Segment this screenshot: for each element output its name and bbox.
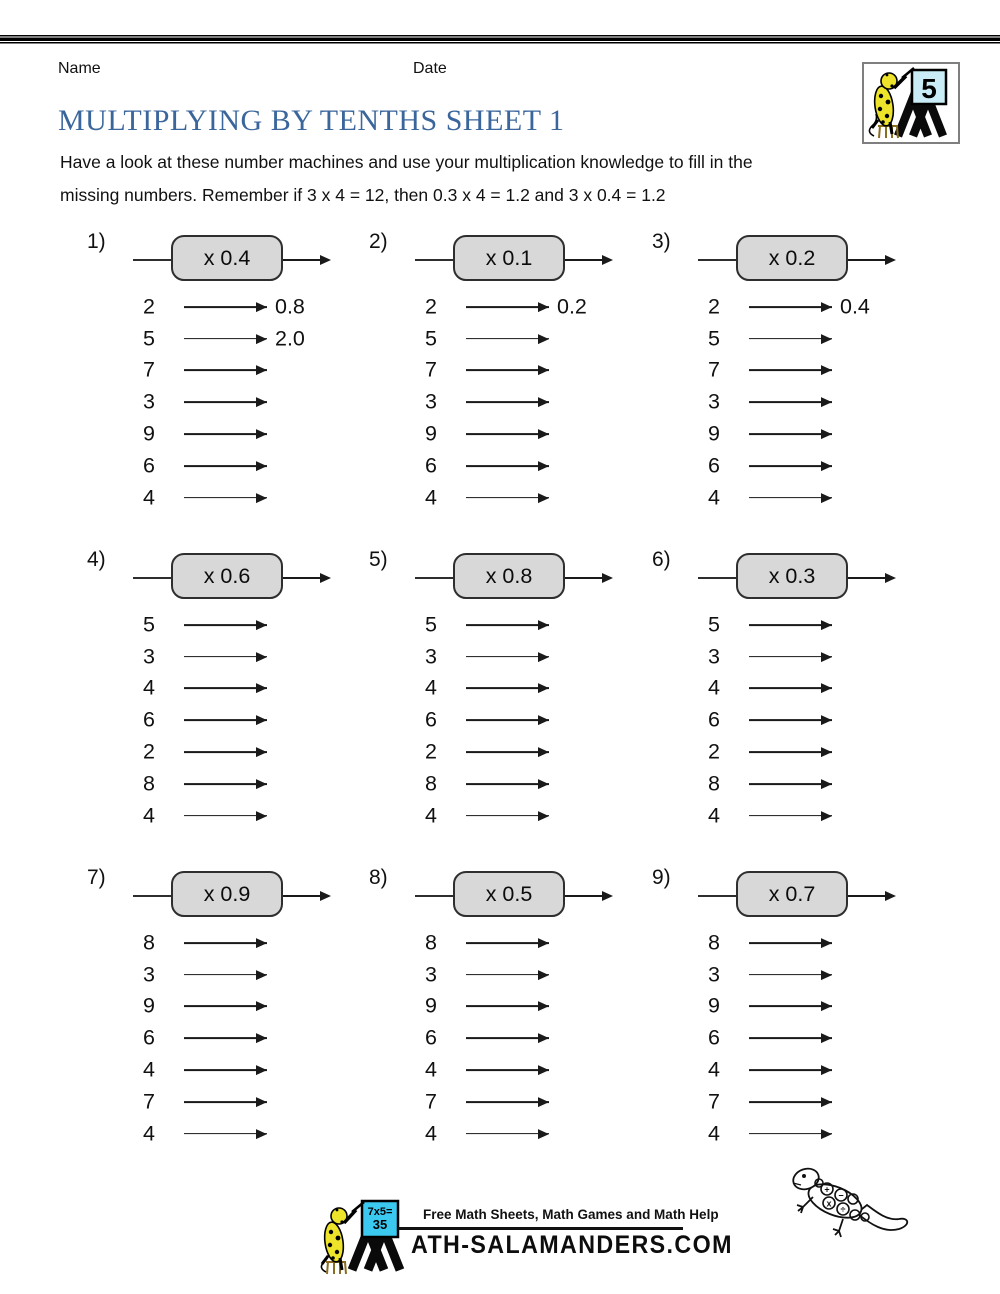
input-number: 4 [143,1121,155,1146]
machine-out-arrow-icon [565,895,602,897]
input-number: 5 [143,612,155,637]
machine-io-row [650,959,930,991]
arrow-icon [184,1133,267,1135]
input-number: 2 [425,739,437,764]
input-number: 2 [708,739,720,764]
machine-io-rows [650,927,930,1150]
machine-io-row [85,959,365,991]
machine-label: x 0.1 [485,245,533,270]
problem [367,226,647,526]
machine-io-rows [367,609,647,832]
machine-out-arrow-icon [848,895,885,897]
machine-io-row [650,641,930,673]
arrow-icon [749,815,832,817]
input-number: 2 [425,294,437,319]
arrow-icon [749,1101,832,1103]
footer-logo-graphic [318,1196,416,1276]
problem-number: 2) [369,230,388,253]
machine-io-row [367,450,647,482]
machine-in-line [415,259,454,261]
machine-box [453,235,565,281]
arrow-icon [466,719,549,721]
machine-io-row [650,418,930,450]
machine-in-line [415,895,454,897]
machine-io-row [650,1054,930,1086]
machine-io-row [367,641,647,673]
machine-io-row [650,1086,930,1118]
machine-io-row [85,736,365,768]
input-number: 3 [708,962,720,987]
arrow-icon [466,338,549,340]
arrow-icon [466,465,549,467]
times-symbol: x [826,1198,832,1209]
machine-io-row [367,991,647,1023]
arrow-icon [466,306,549,308]
input-number: 7 [143,1089,155,1114]
input-number: 3 [143,644,155,669]
machine-in-line [698,895,737,897]
board-answer: 35 [372,1217,388,1232]
machine-label: x 0.3 [768,563,816,588]
machine-io-row [367,355,647,387]
machine-io-row [367,386,647,418]
arrow-icon [749,942,832,944]
machine-io-row [650,386,930,418]
machine-out-arrow-icon [565,577,602,579]
input-number: 6 [708,1025,720,1050]
machine-io-row [85,386,365,418]
machine-label: x 0.8 [485,563,533,588]
machine-io-row [650,609,930,641]
name-label: Name [58,60,101,77]
arrow-icon [184,624,267,626]
machine-box [453,871,565,917]
machine-io-row [367,323,647,355]
arrow-icon [184,370,267,372]
arrow-icon [466,497,549,499]
machine-io-row [85,1054,365,1086]
machine-box [736,871,848,917]
arrow-icon [466,624,549,626]
problem-number: 1) [87,230,106,253]
machine-io-row [650,1118,930,1150]
arrow-icon [184,433,267,435]
machine-label: x 0.7 [768,881,816,906]
arrow-icon [466,1069,549,1071]
machine-io-row [650,768,930,800]
machine-io-rows [85,609,365,832]
footer-rule [398,1227,683,1230]
machine-io-row [367,768,647,800]
input-number: 8 [708,930,720,955]
arrow-icon [184,688,267,690]
input-number: 5 [708,612,720,637]
problem [367,544,647,844]
input-number: 2 [143,294,155,319]
machine-label: x 0.4 [203,245,251,270]
machine-label: x 0.6 [203,563,251,588]
input-number: 8 [425,930,437,955]
input-number: 6 [708,707,720,732]
arrow-icon [184,1006,267,1008]
arrow-icon [466,656,549,658]
eye-icon [802,1174,806,1178]
machine-box [171,553,283,599]
arrow-icon [749,974,832,976]
machine-io-row [85,704,365,736]
machine-label: x 0.2 [768,245,816,270]
machine-in-line [133,895,172,897]
instructions-line-1: Have a look at these number machines and use your multiplication knowledge to fill in the [60,152,753,172]
input-number: 4 [425,1121,437,1146]
arrow-icon [749,688,832,690]
input-number: 3 [143,389,155,414]
input-number: 9 [143,421,155,446]
machine-out-arrow-icon [283,577,320,579]
machine-box [453,553,565,599]
problem-number: 9) [652,866,671,889]
arrow-icon [466,1037,549,1039]
arrow-icon [466,815,549,817]
machine-io-row [85,482,365,514]
arrow-icon [749,624,832,626]
machine-io-row [85,927,365,959]
input-number: 3 [425,962,437,987]
input-number: 3 [425,644,437,669]
footer-tagline: Free Math Sheets, Math Games and Math Help [423,1207,719,1222]
machine-io-row [367,736,647,768]
machine-io-row [650,704,930,736]
input-number: 4 [425,485,437,510]
input-number: 3 [143,962,155,987]
input-number: 8 [143,930,155,955]
arrow-icon [184,1069,267,1071]
input-number: 6 [143,707,155,732]
output-answer: 2.0 [275,326,305,351]
machine-io-row [85,991,365,1023]
machine-io-row [650,291,930,323]
machine-in-line [133,259,172,261]
machine-label: x 0.5 [485,881,533,906]
arrow-icon [749,465,832,467]
input-number: 4 [708,1121,720,1146]
minus-symbol: − [838,1190,844,1201]
math-salamander-icon [785,1163,930,1248]
input-number: 8 [143,771,155,796]
arrow-icon [184,815,267,817]
input-number: 8 [708,771,720,796]
problem-number: 7) [87,866,106,889]
arrow-icon [184,497,267,499]
machine-io-row [650,800,930,832]
machine-io-row [367,609,647,641]
arrow-icon [184,401,267,403]
input-number: 5 [143,326,155,351]
input-number: 3 [708,389,720,414]
machine-io-row [367,800,647,832]
machine-io-row [367,482,647,514]
input-number: 5 [425,612,437,637]
arrow-icon [184,719,267,721]
input-number: 6 [143,1025,155,1050]
machine-io-row [650,673,930,705]
machine-box [736,235,848,281]
machine-io-row [85,800,365,832]
input-number: 7 [708,1089,720,1114]
input-number: 6 [425,1025,437,1050]
machine-out-arrow-icon [283,895,320,897]
arrow-icon [466,1133,549,1135]
machine-io-row [650,323,930,355]
machine-box [171,235,283,281]
output-answer: 0.4 [840,294,870,319]
footer-logo [318,1196,416,1276]
machine-io-rows [85,291,365,514]
arrow-icon [749,1133,832,1135]
machine-io-row [85,1022,365,1054]
instructions-line-2: missing numbers. Remember if 3 x 4 = 12, then 0.3 x 4 = 1.2 and 3 x 0.4 = 1.2 [60,185,666,205]
input-number: 4 [143,1057,155,1082]
machine-io-row [85,323,365,355]
input-number: 7 [425,357,437,382]
input-number: 9 [708,993,720,1018]
machine-io-row [367,927,647,959]
arrow-icon [749,719,832,721]
arrow-icon [184,656,267,658]
machine-out-arrow-icon [283,259,320,261]
board-equation: 7x5= [367,1206,393,1218]
arrow-icon [749,1069,832,1071]
machine-in-line [698,259,737,261]
arrow-icon [749,1037,832,1039]
problem-number: 8) [369,866,388,889]
arrow-icon [184,974,267,976]
input-number: 4 [708,485,720,510]
arrow-icon [749,1006,832,1008]
machine-io-row [85,355,365,387]
arrow-icon [184,1037,267,1039]
arrow-icon [184,942,267,944]
arrow-icon [466,1006,549,1008]
input-number: 4 [708,1057,720,1082]
arrow-icon [749,338,832,340]
input-number: 3 [425,389,437,414]
machine-io-row [85,768,365,800]
machine-out-arrow-icon [848,259,885,261]
output-answer: 0.8 [275,294,305,319]
input-number: 6 [425,707,437,732]
machine-in-line [698,577,737,579]
problem [650,544,930,844]
arrow-icon [466,370,549,372]
input-number: 4 [143,485,155,510]
input-number: 5 [708,326,720,351]
input-number: 4 [708,675,720,700]
arrow-icon [466,1101,549,1103]
output-answer: 0.2 [557,294,587,319]
machine-io-row [650,927,930,959]
input-number: 3 [708,644,720,669]
arrow-icon [749,751,832,753]
machine-io-rows [367,927,647,1150]
machine-io-row [650,1022,930,1054]
problem [367,862,647,1162]
input-number: 4 [425,803,437,828]
arrow-icon [466,783,549,785]
machine-io-rows [367,291,647,514]
machine-io-row [367,1054,647,1086]
input-number: 9 [143,993,155,1018]
arrow-icon [466,751,549,753]
input-number: 6 [425,453,437,478]
arrow-icon [466,974,549,976]
problem [650,862,930,1162]
input-number: 2 [708,294,720,319]
machine-io-row [650,736,930,768]
machine-io-row [650,450,930,482]
machine-io-row [85,609,365,641]
input-number: 8 [425,771,437,796]
arrow-icon [749,433,832,435]
input-number: 4 [143,675,155,700]
machine-io-row [85,641,365,673]
arrow-icon [184,751,267,753]
machine-io-row [85,418,365,450]
machine-io-row [367,1022,647,1054]
arrow-icon [749,783,832,785]
input-number: 6 [143,453,155,478]
problem [85,226,365,526]
arrow-icon [184,783,267,785]
divide-symbol: ÷ [840,1204,846,1215]
machine-io-row [85,1086,365,1118]
arrow-icon [749,497,832,499]
machine-io-row [85,450,365,482]
input-number: 4 [708,803,720,828]
machine-io-row [367,704,647,736]
problem [650,226,930,526]
grade-number: 5 [921,73,937,104]
machine-label: x 0.9 [203,881,251,906]
problem-number: 6) [652,548,671,571]
input-number: 4 [425,1057,437,1082]
machine-io-rows [650,291,930,514]
problem [85,544,365,844]
input-number: 6 [708,453,720,478]
input-number: 7 [425,1089,437,1114]
machine-io-rows [85,927,365,1150]
input-number: 9 [425,993,437,1018]
machine-io-row [85,1118,365,1150]
arrow-icon [466,688,549,690]
machine-out-arrow-icon [565,259,602,261]
date-label: Date [413,60,447,77]
input-number: 9 [425,421,437,446]
arrow-icon [749,306,832,308]
machine-io-row [650,355,930,387]
arrow-icon [466,433,549,435]
input-number: 7 [708,357,720,382]
machine-io-row [367,959,647,991]
machine-io-row [85,291,365,323]
machine-io-row [367,418,647,450]
arrow-icon [184,465,267,467]
input-number: 2 [143,739,155,764]
problem-number: 4) [87,548,106,571]
machine-in-line [133,577,172,579]
arrow-icon [466,942,549,944]
machine-io-row [367,291,647,323]
input-number: 4 [143,803,155,828]
machine-out-arrow-icon [848,577,885,579]
arrow-icon [184,306,267,308]
machine-box [171,871,283,917]
machine-io-row [650,482,930,514]
plus-symbol: + [824,1184,830,1195]
machine-io-row [85,673,365,705]
machine-io-rows [650,609,930,832]
problem-number: 5) [369,548,388,571]
footer-brand: ATH-SALAMANDERS.COM [411,1231,733,1259]
arrow-icon [184,1101,267,1103]
arrow-icon [749,656,832,658]
machine-io-row [367,1118,647,1150]
machine-io-row [367,673,647,705]
input-number: 7 [143,357,155,382]
machine-box [736,553,848,599]
footer-salamander [785,1163,930,1248]
input-number: 9 [708,421,720,446]
machine-in-line [415,577,454,579]
arrow-icon [184,338,267,340]
arrow-icon [749,370,832,372]
arrow-icon [749,401,832,403]
arrow-icon [466,401,549,403]
machine-io-row [650,991,930,1023]
problem-number: 3) [652,230,671,253]
input-number: 4 [425,675,437,700]
machine-io-row [367,1086,647,1118]
input-number: 5 [425,326,437,351]
page-title: MULTIPLYING BY TENTHS SHEET 1 [58,104,565,137]
problem [85,862,365,1162]
